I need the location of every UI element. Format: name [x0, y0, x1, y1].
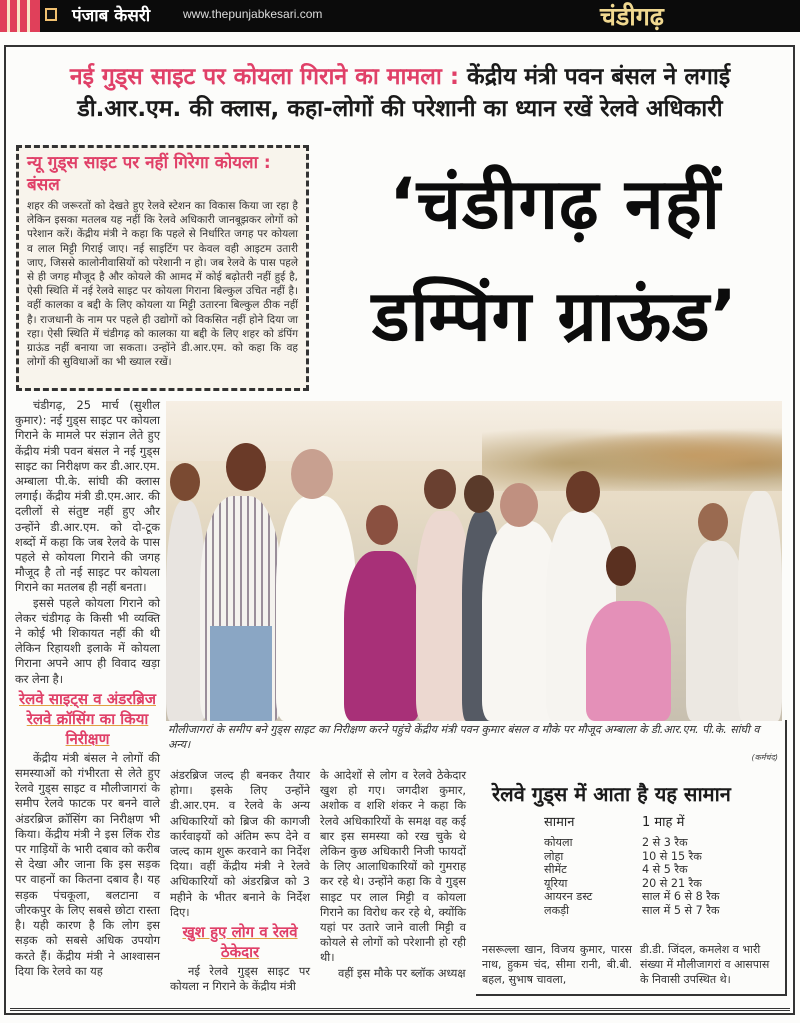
photo-person: [586, 601, 671, 721]
goods-table-row: [544, 863, 719, 877]
goods-info-box: [478, 780, 790, 918]
photo-caption: मौलीजागरां के समीप बने गुड्स साइट का निरीक्षण करने पहुंचे केंद्रीय मंत्री पवन कुमार बंसल व मौके पर मौजूद अम्बाला के डी.आर.एम. पी.के. सांघी व अन्य।: [168, 723, 760, 751]
goods-item: लकड़ी: [544, 903, 570, 917]
attendees-list-1: नसरूल्ला खान, विजय कुमार, पारस नाथ, हुकम चंद, सीमा रानी, बी.बी. बहल, सुभाष चावला,: [482, 943, 632, 986]
highlight-box: [16, 145, 309, 391]
attendees-list-2: डी.डी. जिंदल, कमलेश व भारी संख्या में मौलीजागरां व आसपास के निवासी उपस्थित थे।: [640, 943, 770, 986]
goods-quantity: साल में 6 से 8 रैक: [642, 890, 720, 904]
article-paragraph: इससे पहले कोयला गिराने को लेकर चंडीगढ़ के किसी भी व्यक्ति ने कोई भी शिकायत नहीं की थी लेकिन रिहायशी इलाके में कोयला गिराना अपने आप ही विवाद खड़ा कर लेना है।: [15, 595, 160, 686]
highlight-box-body: शहर की जरूरतों को देखते हुए रेलवे स्टेशन का विकास किया जा रहा है लेकिन इसका मतलब यह नहीं कि रेलवे अधिकारी जानबूझकर लोगों को परेशान करें। केंद्रीय मंत्री ने कहा कि पहले से निर्धारित जगह पर कोयला व लाल मिट्टी गिराई जाए। नई साइटिंग पर केवल वही आइटम उतारी जाए, जिससे कालोनीवासियों को परेशानी न हो। जब रेलवे के पास पहले से ही जगह मौजूद है और कोयले की आमद में कोई बढ़ोतरी नहीं हुई है, ऐसी स्थिति में नई रेलवे साइट पर कोयला गिराना बिल्कुल उचित नहीं है। वहीं कालका व बद्दी के लिए कोयला या मिट्टी उतारना बिल्कुल ठीक नहीं है। राजधानी के नाम पर पहले ही उद्योगों को विकसित नहीं होने दिया जा रहा। ऐसी स्थिति में चंडीगढ़ को कालका या बद्दी के लिए शहर को डंपिंग ग्राऊंड नहीं बनाया जा सकता। उन्होंने डी.आर.एम. को कहा कि वह लोगों की सुविधाओं का भी ख्याल रखें।: [27, 200, 298, 369]
masthead: [0, 0, 800, 32]
goods-table-row: [544, 877, 719, 891]
goods-quantity: 10 से 15 रैक: [642, 849, 702, 863]
photo-head: [566, 471, 600, 513]
photo-head: [424, 469, 456, 509]
goods-table-row: [544, 850, 719, 864]
article-column-3: [320, 768, 466, 981]
goods-header-item: सामान: [544, 815, 575, 830]
goods-table-row: [544, 836, 719, 850]
box-border-right: [785, 720, 787, 995]
goods-box-title: रेलवे गुड्स में आता है यह सामान: [492, 782, 731, 806]
goods-item: आयरन डस्ट: [544, 890, 593, 904]
goods-table: [544, 808, 719, 918]
article-paragraph: केंद्रीय मंत्री बंसल ने लोगों की समस्याओं को गंभीरता से लेते हुए रेलवे गुड्स साइट व मौलीजागरां के समीप रेलवे फाटक पर बनने वाले अंडरब्रिज क्रॉसिंग का निरीक्षण भी किया। केंद्रीय मंत्री ने इस लिंक रोड पर गाड़ियों के भारी दबाव को करीब से देखा और जाना कि इस सड़क पर वाहनों का कितना दबाव है। यह सड़क पंचकूला, बलटाना व जीरकपुर के लिए सबसे छोटा रास्ता है। यही कारण है कि लोग इस सड़क को सबसे अधिक उपयोग करते हैं। केंद्रीय मंत्री ने आश्वासन दिया कि रेलवे का यह: [15, 750, 160, 978]
photo-person: [344, 551, 420, 721]
photo-head: [226, 443, 266, 491]
goods-table-row: [544, 890, 719, 904]
photo-head: [170, 463, 200, 501]
main-headline: [322, 148, 788, 372]
article-paragraph: नई रेलवे गुड्स साइट पर कोयला न गिराने के केंद्रीय मंत्री: [170, 964, 310, 994]
photo-head: [606, 546, 636, 586]
headline-kicker: नई गुड्स साइट पर कोयला गिराने का मामला :: [69, 64, 460, 90]
photo-head: [464, 475, 494, 513]
goods-item: कोयला: [544, 836, 573, 849]
edition-city: चंडीगढ़: [600, 2, 664, 31]
newspaper-brand: पंजाब केसरी: [72, 6, 151, 26]
photo-person: [738, 491, 782, 721]
goods-header-quantity: 1 माह में: [642, 815, 685, 830]
main-headline-line2: डम्पिंग ग्राऊंड’: [371, 275, 739, 357]
news-photo: [166, 401, 782, 721]
goods-item: यूरिया: [544, 876, 568, 890]
main-headline-line1: ‘चंडीगढ़ नहीं: [389, 163, 721, 245]
highlight-box-title: न्यू गुड्स साइट पर नहीं गिरेगा कोयला : बंसल: [27, 153, 271, 195]
box-border-bottom: [476, 994, 787, 996]
goods-item: सीमेंट: [544, 863, 567, 877]
goods-quantity: 20 से 21 रैक: [642, 876, 702, 890]
article-paragraph: वहीं इस मौके पर ब्लॉक अध्यक्ष: [338, 965, 466, 980]
goods-table-row: [544, 904, 719, 918]
photo-head: [291, 449, 333, 499]
article-paragraph: अंडरब्रिज जल्द ही बनकर तैयार होगा। इसके लिए उन्होंने डी.आर.एम. व रेलवे के अन्य अधिकारियों को ब्रिज की कागजी कार्रवाइयों को अंतिम रूप देने व जल्द काम शुरू करवाने का निर्देश दिया। वहीं केंद्रीय मंत्री ने रेलवे अधिकारियों को अंडरब्रिज को 3 महीने के भीतर बनाने के निर्देश दिए।: [170, 768, 310, 919]
article-paragraph: चंडीगढ़, 25 मार्च (सुशील कुमार): नई गुड्स साइट पर कोयला गिराने के मामले पर संज्ञान लेते हुए केंद्रीय मंत्री पवन बंसल ने नई गुड्स साइट का निरीक्षण कर डी.आर.एम. अम्बाला पी.के. सांघी की क्लास लगाई। केंद्रीय मंत्री डी.एम.आर. की दलीलों से संतुष्ट नहीं हुए और उन्होंने डी.आर.एम. को दो-टूक शब्दों में कहा कि जब रेलवे के पास पहले से कोयला गिराने की जगह मौजूद है तो नई साइट पर कोयला गिराने का मतलब ही नहीं बनता।: [15, 398, 160, 595]
goods-quantity: 2 से 3 रैक: [642, 836, 688, 849]
logo-stripes-icon: [0, 0, 40, 32]
website-url[interactable]: www.thepunjabkesari.com: [183, 7, 323, 21]
goods-quantity: साल में 5 से 7 रैक: [642, 903, 720, 917]
headline-line1: केंद्रीय मंत्री पवन बंसल ने लगाई: [467, 64, 731, 90]
photo-head: [698, 503, 728, 541]
goods-quantity: 4 से 5 रैक: [642, 863, 688, 877]
photo-person: [686, 541, 746, 721]
photo-head: [366, 505, 398, 545]
article-column-1: [15, 398, 160, 979]
photo-trees: [482, 421, 782, 491]
photo-head: [500, 483, 538, 527]
article-paragraph: के आदेशों से लोग व रेलवे ठेकेदार खुश हो गए। जगदीश कुमार, अशोक व शशि शंकर ने कहा कि रेलवे अधिकारियों के समक्ष वह कई बार इस समस्या को रख चुके थे लेकिन कुछ अधिकारी निजी फायदों के लिए आलाधिकारियों को गुमराह कर रहे थे। उन्होंने कहा कि वे गुड्स साइट पर लाल मिट्टी व कोयला गिराने का विरोध कर रहे थे, क्योंकि यहां पर उतारे जाने वाली मिट्टी व कोयले से लोगों को परेशानी हो रही थी।: [320, 768, 466, 965]
goods-table-header: [544, 808, 719, 836]
subheading-inspection: रेलवे साइट्स व अंडरब्रिज रेलवे क्रॉसिंग का किया निरीक्षण: [19, 689, 156, 748]
article-column-2: [170, 768, 310, 994]
subheading-happy-people: खुश हुए लोग व रेलवे ठेकेदार: [182, 923, 298, 962]
bottom-rule: [10, 1008, 790, 1011]
top-headline: [0, 62, 800, 126]
logo-square-icon: [45, 8, 57, 21]
goods-item: लोहा: [544, 849, 564, 863]
photo-credit: (कर्मचंद): [751, 753, 778, 762]
headline-line2: डी.आर.एम. की क्लास, कहा-लोगों की परेशानी का ध्यान रखें रेलवे अधिकारी: [77, 96, 723, 122]
photo-person: [210, 626, 272, 721]
